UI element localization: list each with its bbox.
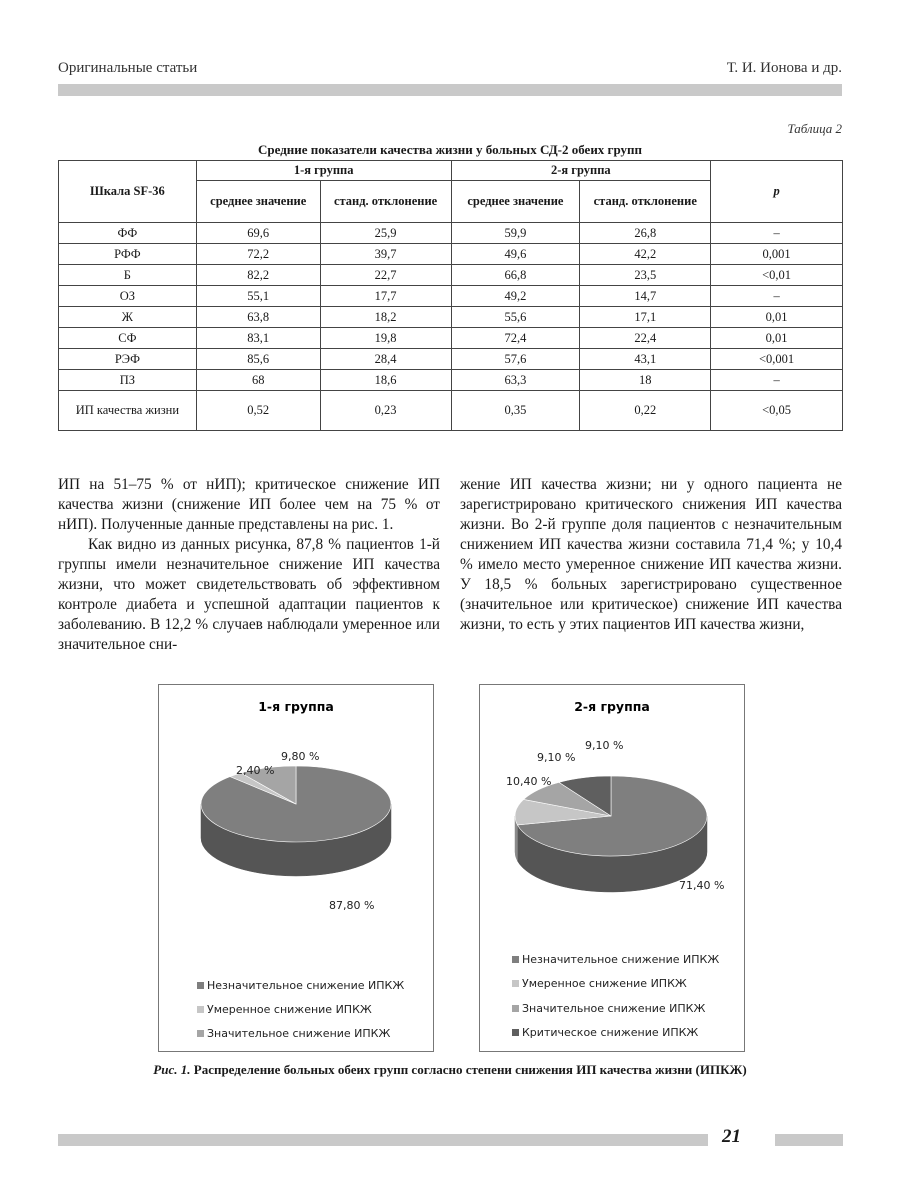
cell-g2-sd: 14,7 — [580, 286, 711, 307]
legend-label: Умеренное снижение ИПКЖ — [522, 977, 687, 990]
cell-g2-mean: 57,6 — [451, 349, 580, 370]
cell-g2-mean: 55,6 — [451, 307, 580, 328]
cell-g2-sd: 17,1 — [580, 307, 711, 328]
cell-p: <0,05 — [711, 391, 843, 431]
legend-label: Незначительное снижение ИПКЖ — [207, 979, 405, 992]
cell-g2-sd: 43,1 — [580, 349, 711, 370]
legend-label: Умеренное снижение ИПКЖ — [207, 1003, 372, 1016]
g2-sd-header: станд. отклонение — [580, 181, 711, 223]
cell-g2-sd: 0,22 — [580, 391, 711, 431]
cell-scale: СФ — [59, 328, 197, 349]
cell-g2-sd: 26,8 — [580, 223, 711, 244]
cell-scale: ФФ — [59, 223, 197, 244]
data-label: 2,40 % — [236, 764, 275, 777]
cell-scale: Ж — [59, 307, 197, 328]
legend-swatch — [512, 980, 519, 987]
group2-header: 2-я группа — [451, 161, 711, 181]
cell-g2-sd: 23,5 — [580, 265, 711, 286]
cell-g1-sd: 22,7 — [320, 265, 451, 286]
cell-p: – — [711, 223, 843, 244]
cell-g1-sd: 18,6 — [320, 370, 451, 391]
cell-g1-sd: 0,23 — [320, 391, 451, 431]
body-text-right — [460, 475, 842, 635]
cell-p: <0,01 — [711, 265, 843, 286]
cell-g1-mean: 83,1 — [196, 328, 320, 349]
cell-scale: РФФ — [59, 244, 197, 265]
legend-swatch — [197, 1030, 204, 1037]
authors: Т. И. Ионова и др. — [726, 60, 842, 76]
cell-g2-mean: 0,35 — [451, 391, 580, 431]
table-row — [59, 286, 843, 307]
cell-p: 0,01 — [711, 328, 843, 349]
cell-scale: Б — [59, 265, 197, 286]
cell-g1-mean: 63,8 — [196, 307, 320, 328]
cell-scale: ПЗ — [59, 370, 197, 391]
cell-g1-mean: 82,2 — [196, 265, 320, 286]
chart-title: 2-я группа — [574, 699, 650, 714]
cell-g1-mean: 55,1 — [196, 286, 320, 307]
paragraph: Как видно из данных рисунка, 87,8 % пациентов 1-й группы имели незначительное снижение ИП качества жизни, что может свидетельствовать об эффективном контроле диабета и успешной адаптации пациентов к заболеванию. В 12,2 % случаев наблюдали умеренное или значительное сни- — [58, 536, 440, 653]
cell-p: – — [711, 370, 843, 391]
legend-swatch — [197, 1006, 204, 1013]
p-header: p — [711, 161, 843, 223]
table-row — [59, 328, 843, 349]
footer-rule — [775, 1134, 843, 1146]
cell-p: 0,001 — [711, 244, 843, 265]
table-row — [59, 244, 843, 265]
cell-g2-mean: 63,3 — [451, 370, 580, 391]
cell-scale: ИП качества жизни — [59, 391, 197, 431]
figure-label: Рис. 1. — [153, 1062, 191, 1077]
cell-g2-mean: 72,4 — [451, 328, 580, 349]
table-row — [59, 223, 843, 244]
cell-p: – — [711, 286, 843, 307]
cell-g1-sd: 18,2 — [320, 307, 451, 328]
table-title: Средние показатели качества жизни у больных СД-2 обеих групп — [258, 142, 642, 157]
legend-swatch — [197, 982, 204, 989]
legend-swatch — [512, 1029, 519, 1036]
cell-g2-mean: 49,2 — [451, 286, 580, 307]
data-label: 9,10 % — [537, 751, 576, 764]
cell-p: 0,01 — [711, 307, 843, 328]
cell-g1-mean: 68 — [196, 370, 320, 391]
table-label: Таблица 2 — [787, 121, 842, 136]
table-row — [59, 370, 843, 391]
section-title: Оригинальные статьи — [58, 60, 198, 76]
group1-header: 1-я группа — [196, 161, 451, 181]
cell-g2-sd: 18 — [580, 370, 711, 391]
cell-g2-sd: 42,2 — [580, 244, 711, 265]
data-label: 71,40 % — [679, 879, 725, 892]
chart-title: 1-я группа — [258, 699, 334, 714]
cell-g1-sd: 28,4 — [320, 349, 451, 370]
g1-mean-header: среднее значение — [196, 181, 320, 223]
data-label: 87,80 % — [329, 899, 375, 912]
cell-g2-mean: 59,9 — [451, 223, 580, 244]
cell-scale: РЭФ — [59, 349, 197, 370]
table-row — [59, 391, 843, 431]
data-label: 9,10 % — [585, 739, 624, 752]
g2-mean-header: среднее значение — [451, 181, 580, 223]
cell-g1-mean: 0,52 — [196, 391, 320, 431]
pie-chart-group1 — [158, 684, 434, 1052]
paragraph: жение ИП качества жизни; ни у одного пациента не зарегистрировано критического снижения ИП качества жизни. Во 2-й группе доля пациентов с незначительным снижением ИП качества жизни составила 71,4 %; у 10,4 % имело место умеренное снижение ИП качества жизни. У 18,5 % больных зарегистрировано существенное (значительное или критическое) снижение ИП качества жизни, то есть у этих пациентов ИП качества жизни, — [460, 476, 842, 633]
cell-g1-sd: 19,8 — [320, 328, 451, 349]
cell-g2-mean: 49,6 — [451, 244, 580, 265]
pie-chart-group2 — [479, 684, 745, 1052]
legend-swatch — [512, 956, 519, 963]
legend-label: Значительное снижение ИПКЖ — [207, 1027, 391, 1040]
cell-g1-mean: 72,2 — [196, 244, 320, 265]
cell-g2-sd: 22,4 — [580, 328, 711, 349]
table-row — [59, 265, 843, 286]
page-number: 21 — [722, 1126, 741, 1147]
cell-g1-sd: 17,7 — [320, 286, 451, 307]
figure-caption-text: Распределение больных обеих групп согласно степени снижения ИП качества жизни (ИПКЖ) — [193, 1062, 747, 1077]
cell-g1-sd: 25,9 — [320, 223, 451, 244]
table-row — [59, 349, 843, 370]
footer-rule — [58, 1134, 708, 1146]
data-label: 9,80 % — [281, 750, 320, 763]
cell-g1-sd: 39,7 — [320, 244, 451, 265]
body-text-left — [58, 475, 440, 655]
legend-label: Незначительное снижение ИПКЖ — [522, 953, 720, 966]
legend-label: Значительное снижение ИПКЖ — [522, 1002, 706, 1015]
cell-p: <0,001 — [711, 349, 843, 370]
cell-scale: ОЗ — [59, 286, 197, 307]
scale-header: Шкала SF-36 — [59, 161, 197, 223]
g1-sd-header: станд. отклонение — [320, 181, 451, 223]
figure-caption — [58, 1060, 842, 1080]
sf36-table — [58, 160, 843, 431]
running-header — [58, 60, 842, 80]
legend-label: Критическое снижение ИПКЖ — [522, 1026, 699, 1039]
table-row — [59, 307, 843, 328]
legend-swatch — [512, 1005, 519, 1012]
cell-g1-mean: 85,6 — [196, 349, 320, 370]
paragraph: ИП на 51–75 % от нИП); критическое снижение ИП качества жизни (снижение ИП более чем на 75 % от нИП). Полученные данные представлены на рис. 1. — [58, 476, 440, 533]
data-label: 10,40 % — [506, 775, 552, 788]
cell-g2-mean: 66,8 — [451, 265, 580, 286]
header-rule — [58, 84, 842, 96]
cell-g1-mean: 69,6 — [196, 223, 320, 244]
